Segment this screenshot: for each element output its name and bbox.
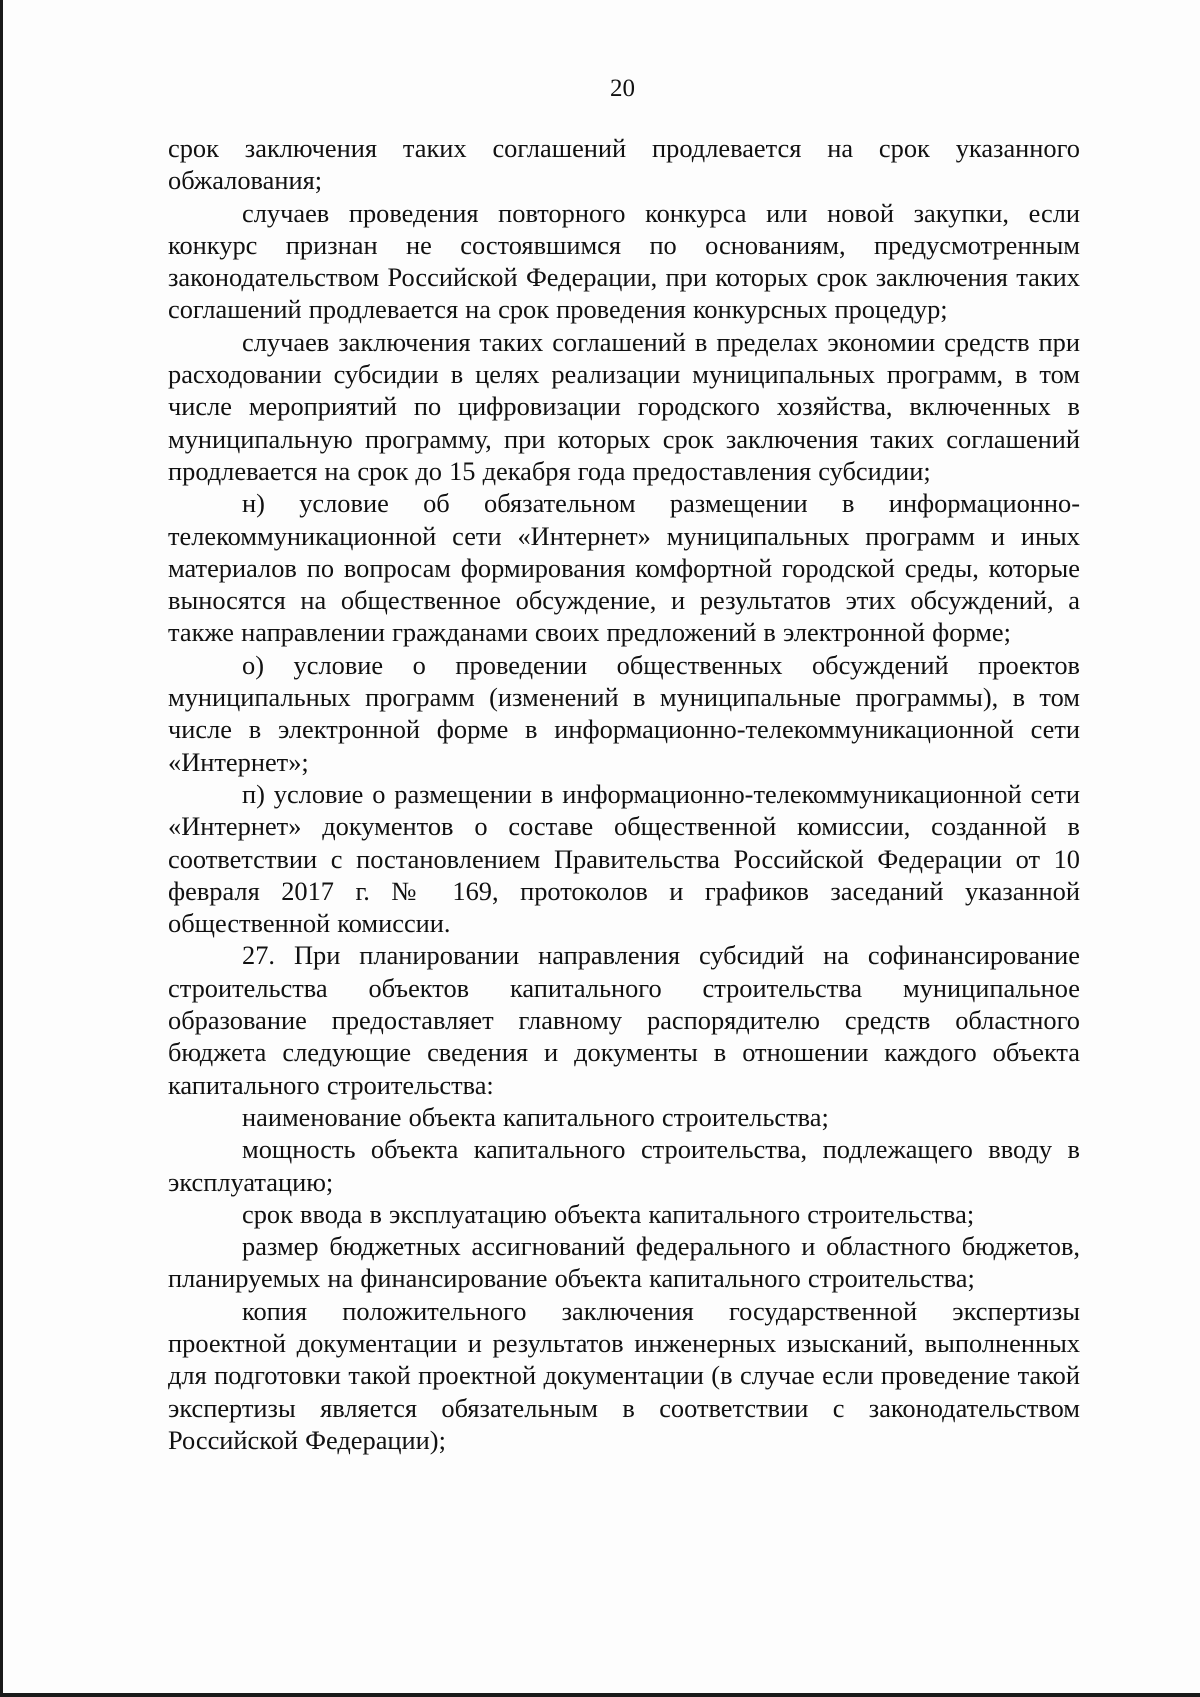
paragraph-item-o: о) условие о проведении общественных обсуждений проектов муниципальных программ (изменений в муниципальные программы), в том числе в электронной форме в информационно-телекоммуникационной сети «Интернет»; [168, 649, 1080, 777]
page-number: 20 [610, 75, 635, 102]
scan-edge-bottom [0, 1693, 1200, 1697]
paragraph-budget-allocations: размер бюджетных ассигнований федерального и областного бюджетов, планируемых на финансирование объекта капитального строительства; [168, 1231, 1080, 1294]
paragraph-section-27: 27. При планировании направления субсидий на софинансирование строительства объектов капитального строительства муниципальное образование предоставляет главному распорядителю средств областного бюджета следующие сведения и документы в отношении каждого объекта капитального строительства: [168, 940, 1080, 1100]
paragraph-commissioning-date: срок ввода в эксплуатацию объекта капитального строительства; [242, 1198, 975, 1229]
paragraph-object-name: наименование объекта капитального строительства; [242, 1101, 829, 1132]
paragraph-expertise-copy: копия положительного заключения государственной экспертизы проектной документации и результатов инженерных изысканий, выполненных для подготовки такой проектной документации (в случае если проведение такой экспертизы является обязательным в соответствии с законодательством Российской Федерации); [168, 1295, 1080, 1455]
scan-edge-left [0, 0, 3, 1697]
paragraph-item-p: п) условие о размещении в информационно-телекоммуникационной сети «Интернет» документов о составе общественной комиссии, созданной в соответствии с постановлением Правительства Российской Федерации от 10 февраля 2017 г. № 169, протоколов и графиков заседаний указанной общественной комиссии. [168, 778, 1080, 939]
paragraph-object-capacity: мощность объекта капитального строительства, подлежащего вводу в эксплуатацию; [168, 1134, 1080, 1197]
paragraph-item-n: н) условие об обязательном размещении в информационно-телекоммуникационной сети «Интернет» муниципальных программ и иных материалов по вопросам формирования комфортной городской среды, которые выносятся на общественное обсуждение, и результатов этих обсуждений, а также направлении гражданами своих предложений в электронной форме; [168, 488, 1080, 648]
document-body [168, 132, 1080, 1456]
paragraph-repeat-tender: случаев проведения повторного конкурса или новой закупки, если конкурс признан не состоявшимся по основаниям, предусмотренным законодательством Российской Федерации, при которых срок заключения таких соглашений продлевается на срок проведения конкурсных процедур; [168, 197, 1080, 325]
paragraph-continuation: срок заключения таких соглашений продлевается на срок указанного обжалования; [168, 133, 1080, 196]
paragraph-savings: случаев заключения таких соглашений в пределах экономии средств при расходовании субсидии в целях реализации муниципальных программ, в том числе мероприятий по цифровизации городского хозяйства, включенных в муниципальную программу, при которых срок заключения таких соглашений продлевается на срок до 15 декабря года предоставления субсидии; [168, 326, 1080, 486]
